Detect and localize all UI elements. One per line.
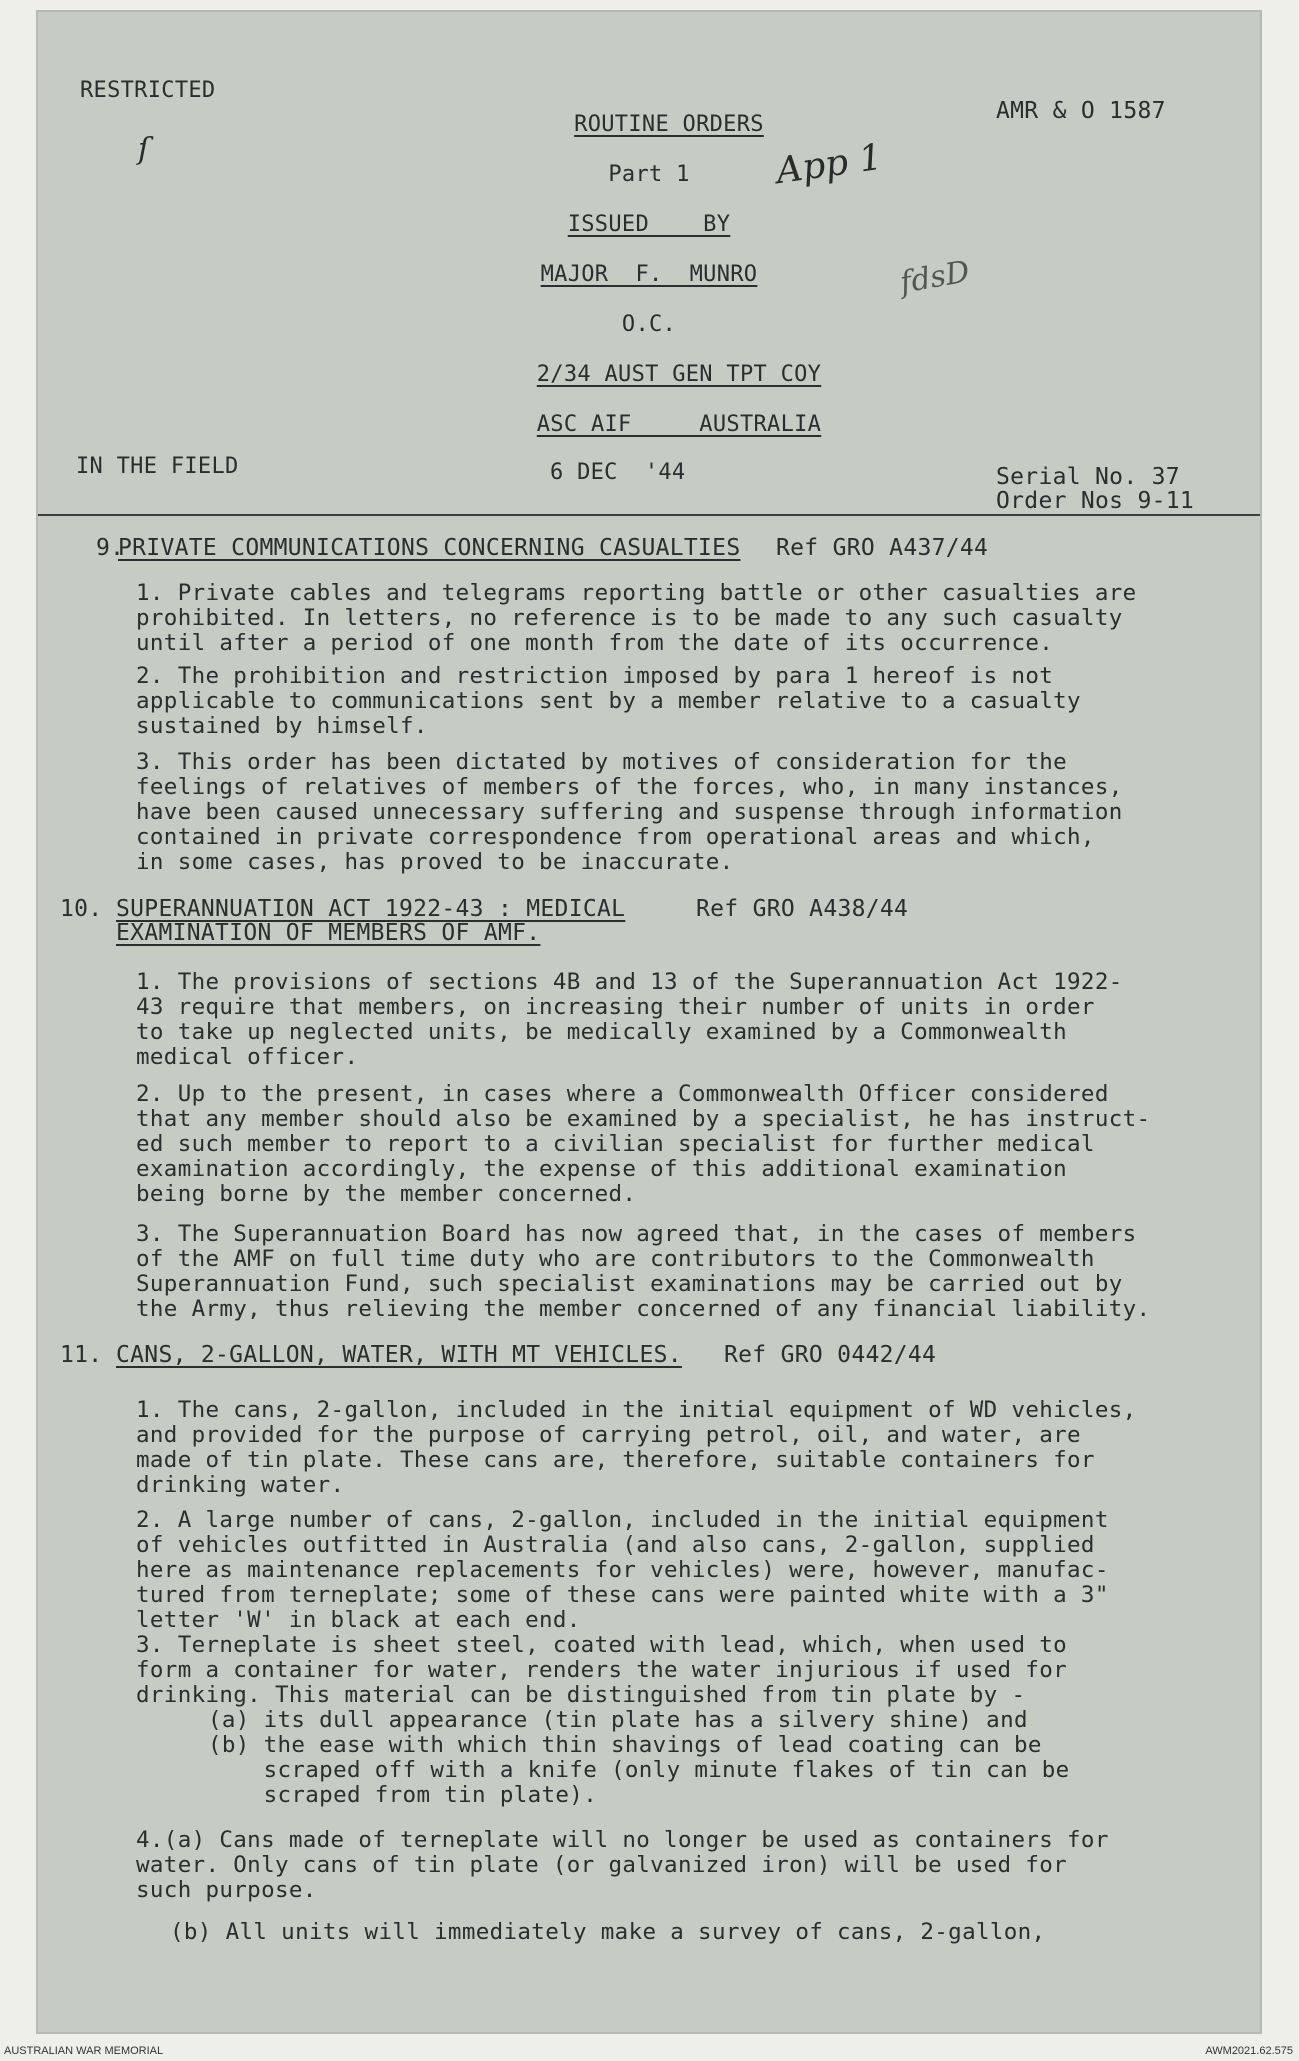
order-reference: Ref GRO A437/44 — [776, 535, 989, 561]
order-sub-items: (a) its dull appearance (tin plate has a silvery shine) and (b) the ease with which thin shavings of lead coating can be scraped off with a knife (only minute flakes of tin can be scraped from tin plate). — [208, 1707, 1070, 1808]
order-paragraph: 3. The Superannuation Board has now agreed that, in the cases of members of the AMF on full time duty who are contributors to the Commonwealth Superannuation Fund, such specialist examinations may be carried out by the Army, thus relieving the member concerned of any financial liability. — [136, 1221, 1151, 1322]
order-heading: PRIVATE COMMUNICATIONS CONCERNING CASUALTIES — [118, 535, 741, 561]
document-reference: AMR & O 1587 — [996, 98, 1166, 124]
order-reference: Ref GRO 0442/44 — [724, 1342, 937, 1368]
order-heading: SUPERANNUATION ACT 1922-43 : MEDICAL — [116, 896, 626, 922]
order-paragraph: 1. Private cables and telegrams reporting battle or other casualties are prohibited. In letters, no reference is to be made to any such casualty until after a period of one month from the date of its occurrence. — [136, 580, 1137, 656]
order-reference: Ref GRO A438/44 — [696, 896, 909, 922]
order-heading: CANS, 2-GALLON, WATER, WITH MT VEHICLES. — [116, 1342, 682, 1368]
serial-number: Serial No. 37 — [996, 464, 1180, 490]
issue-date: 6 DEC '44 — [550, 460, 686, 485]
unit-name: 2/34 AUST GEN TPT COY — [536, 362, 822, 387]
part-label: Part 1 — [608, 162, 690, 187]
order-number: 9. — [96, 535, 125, 561]
order-paragraph: 2. Up to the present, in cases where a Commonwealth Officer considered that any member should also be examined by a specialist, he has instruct- ed such member to report to a civilian specialist for further medical examination accordingly, the expense of this additional examination being borne by the member concerned. — [136, 1081, 1151, 1207]
restricted-label: RESTRICTED — [80, 78, 216, 103]
officer-name: MAJOR F. MUNRO — [540, 262, 758, 287]
order-heading-continued: EXAMINATION OF MEMBERS OF AMF. — [116, 920, 541, 946]
issued-by-label: ISSUED BY — [567, 212, 731, 237]
order-paragraph: (b) All units will immediately make a survey of cans, 2-gallon, — [170, 1919, 1046, 1945]
handwritten-mark: ſ — [138, 132, 150, 167]
handwritten-initials: fdsD — [897, 254, 973, 301]
order-paragraph: 3. This order has been dictated by motives of consideration for the feelings of relatives of members of the forces, who, in many instances, have been caused unnecessary suffering and suspense through information contained in private correspondence from operational areas and which, in some cases, has proved to be inaccurate. — [136, 749, 1123, 875]
archive-footer-right: AWM2021.62.575 — [1205, 2045, 1293, 2057]
order-paragraph: 2. The prohibition and restriction imposed by para 1 hereof is not applicable to communications sent by a member relative to a casualty sustained by himself. — [136, 663, 1081, 739]
order-paragraph: 1. The cans, 2-gallon, included in the initial equipment of WD vehicles, and provided for the purpose of carrying petrol, oil, and water, are made of tin plate. These cans are, therefore, suitable containers for drinking water. — [136, 1397, 1137, 1498]
location-label: IN THE FIELD — [76, 454, 239, 479]
archive-footer-left: AUSTRALIAN WAR MEMORIAL — [4, 2045, 164, 2057]
order-paragraph: 1. The provisions of sections 4B and 13 of the Superannuation Act 1922- 43 require that members, on increasing their number of units in order to take up neglected units, be medically examined by a Commonwealth medical officer. — [136, 969, 1123, 1070]
handwritten-app-note: App 1 — [773, 136, 885, 193]
order-numbers: Order Nos 9-11 — [996, 488, 1195, 514]
order-number: 10. — [60, 896, 103, 922]
document-title: ROUTINE ORDERS — [574, 112, 764, 137]
officer-role: O.C. — [621, 312, 677, 337]
order-number: 11. — [60, 1342, 103, 1368]
header-divider — [38, 514, 1260, 516]
document-page — [38, 12, 1260, 2032]
formation-name: ASC AIF AUSTRALIA — [536, 412, 822, 437]
order-paragraph: 2. A large number of cans, 2-gallon, included in the initial equipment of vehicles outfitted in Australia (and also cans, 2-gallon, supplied here as maintenance replacements for vehicles) were, however, manufac- tured from terneplate; some of these cans were painted white with a 3" letter 'W' in black at each end. 3. Terneplate is sheet steel, coated with lead, which, when used to form a container for water, renders the water injurious if used for drinking. This material can be distinguished from tin plate by - — [136, 1507, 1109, 1708]
order-paragraph: 4.(a) Cans made of terneplate will no longer be used as containers for water. Only cans of tin plate (or galvanized iron) will be used for such purpose. — [136, 1827, 1109, 1903]
